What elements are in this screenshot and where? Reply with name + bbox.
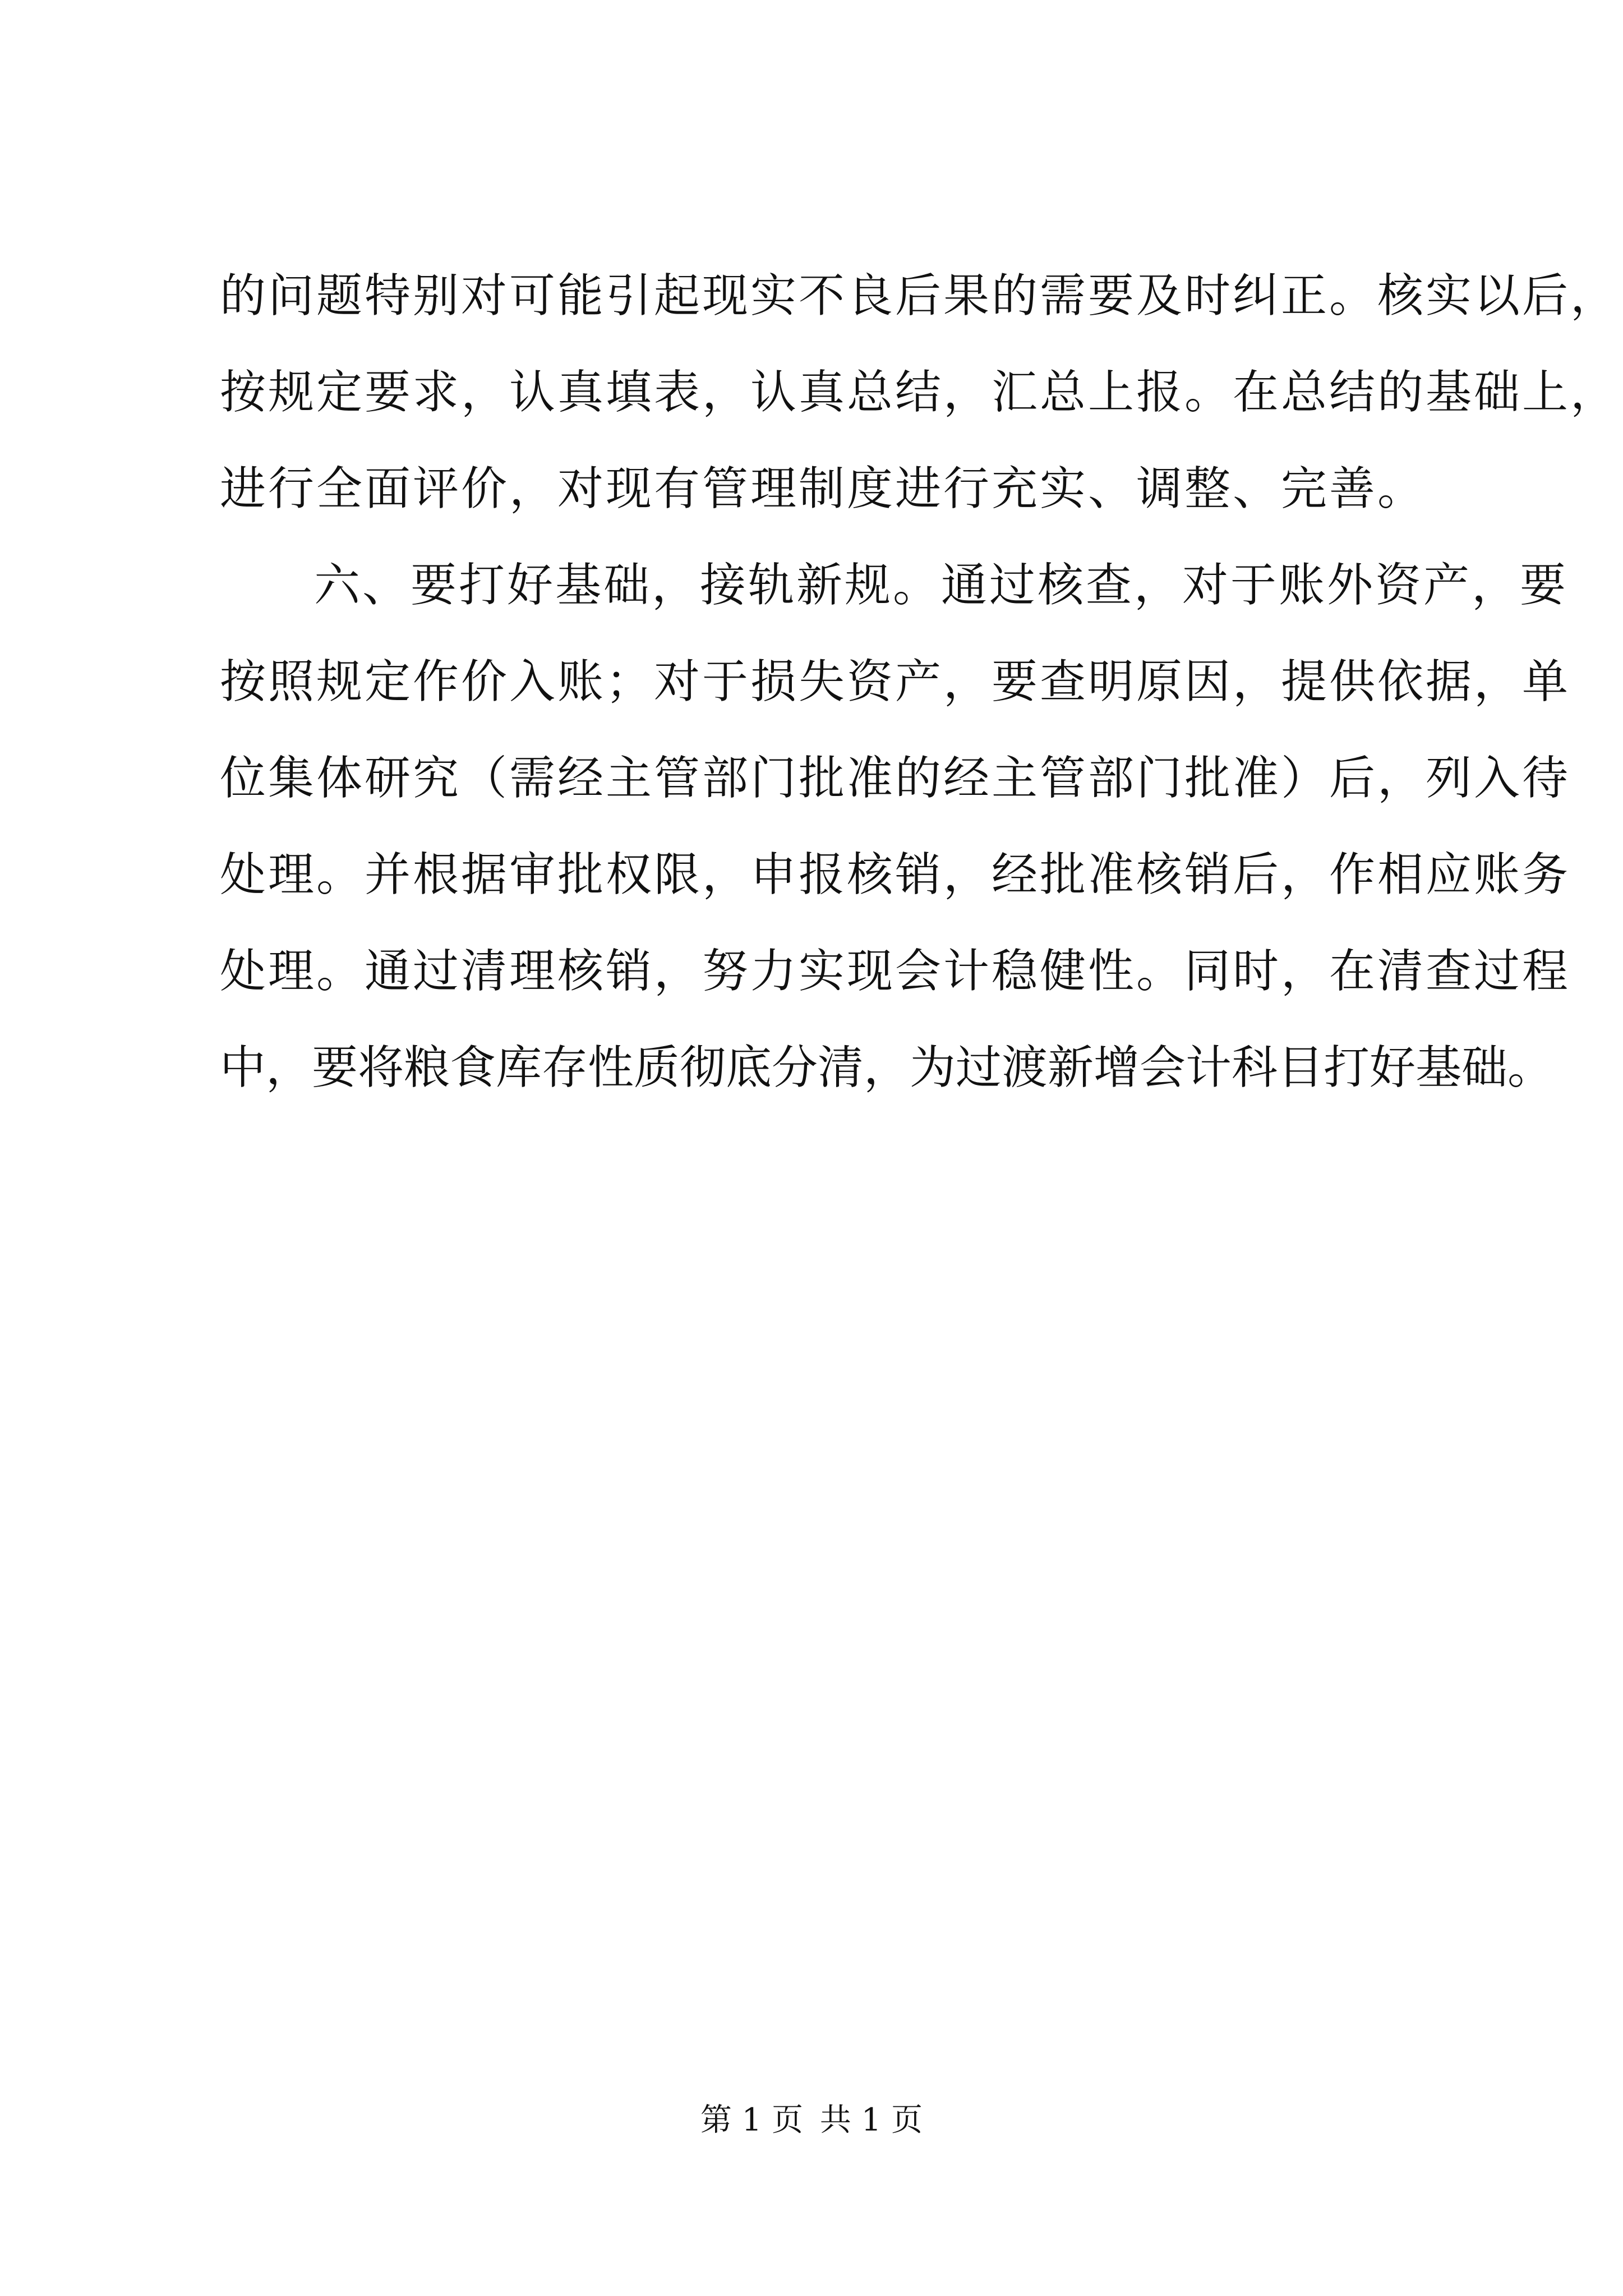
text-line-6: 位集体研究（需经主管部门批准的经主管部门批准）后，列入待 — [220, 752, 1571, 805]
page-total: 共 1 页 — [819, 2102, 923, 2138]
text-line-1: 的问题特别对可能引起现实不良后果的需要及时纠正。核实以后， — [220, 269, 1619, 323]
page-footer — [0, 2098, 1623, 2143]
text-line-9: 中，要将粮食库存性质彻底分清，为过渡新增会计科目打好基础。 — [220, 1041, 1554, 1094]
text-line-3: 进行全面评价，对现有管理制度进行充实、调整、完善。 — [220, 462, 1426, 516]
text-line-4: 六、要打好基础，接轨新规。通过核查，对于账外资产，要 — [314, 559, 1569, 612]
text-line-8: 处理。通过清理核销，努力实现会计稳健性。同时，在清查过程 — [220, 945, 1571, 998]
page-number: 第 1 页 — [700, 2102, 804, 2138]
document-body — [220, 248, 1619, 1116]
text-line-7: 处理。并根据审批权限，申报核销，经批准核销后，作相应账务 — [220, 848, 1571, 901]
text-line-5: 按照规定作价入账；对于损失资产，要查明原因，提供依据，单 — [220, 655, 1571, 708]
text-line-2: 按规定要求，认真填表，认真总结，汇总上报。在总结的基础上， — [220, 366, 1619, 419]
